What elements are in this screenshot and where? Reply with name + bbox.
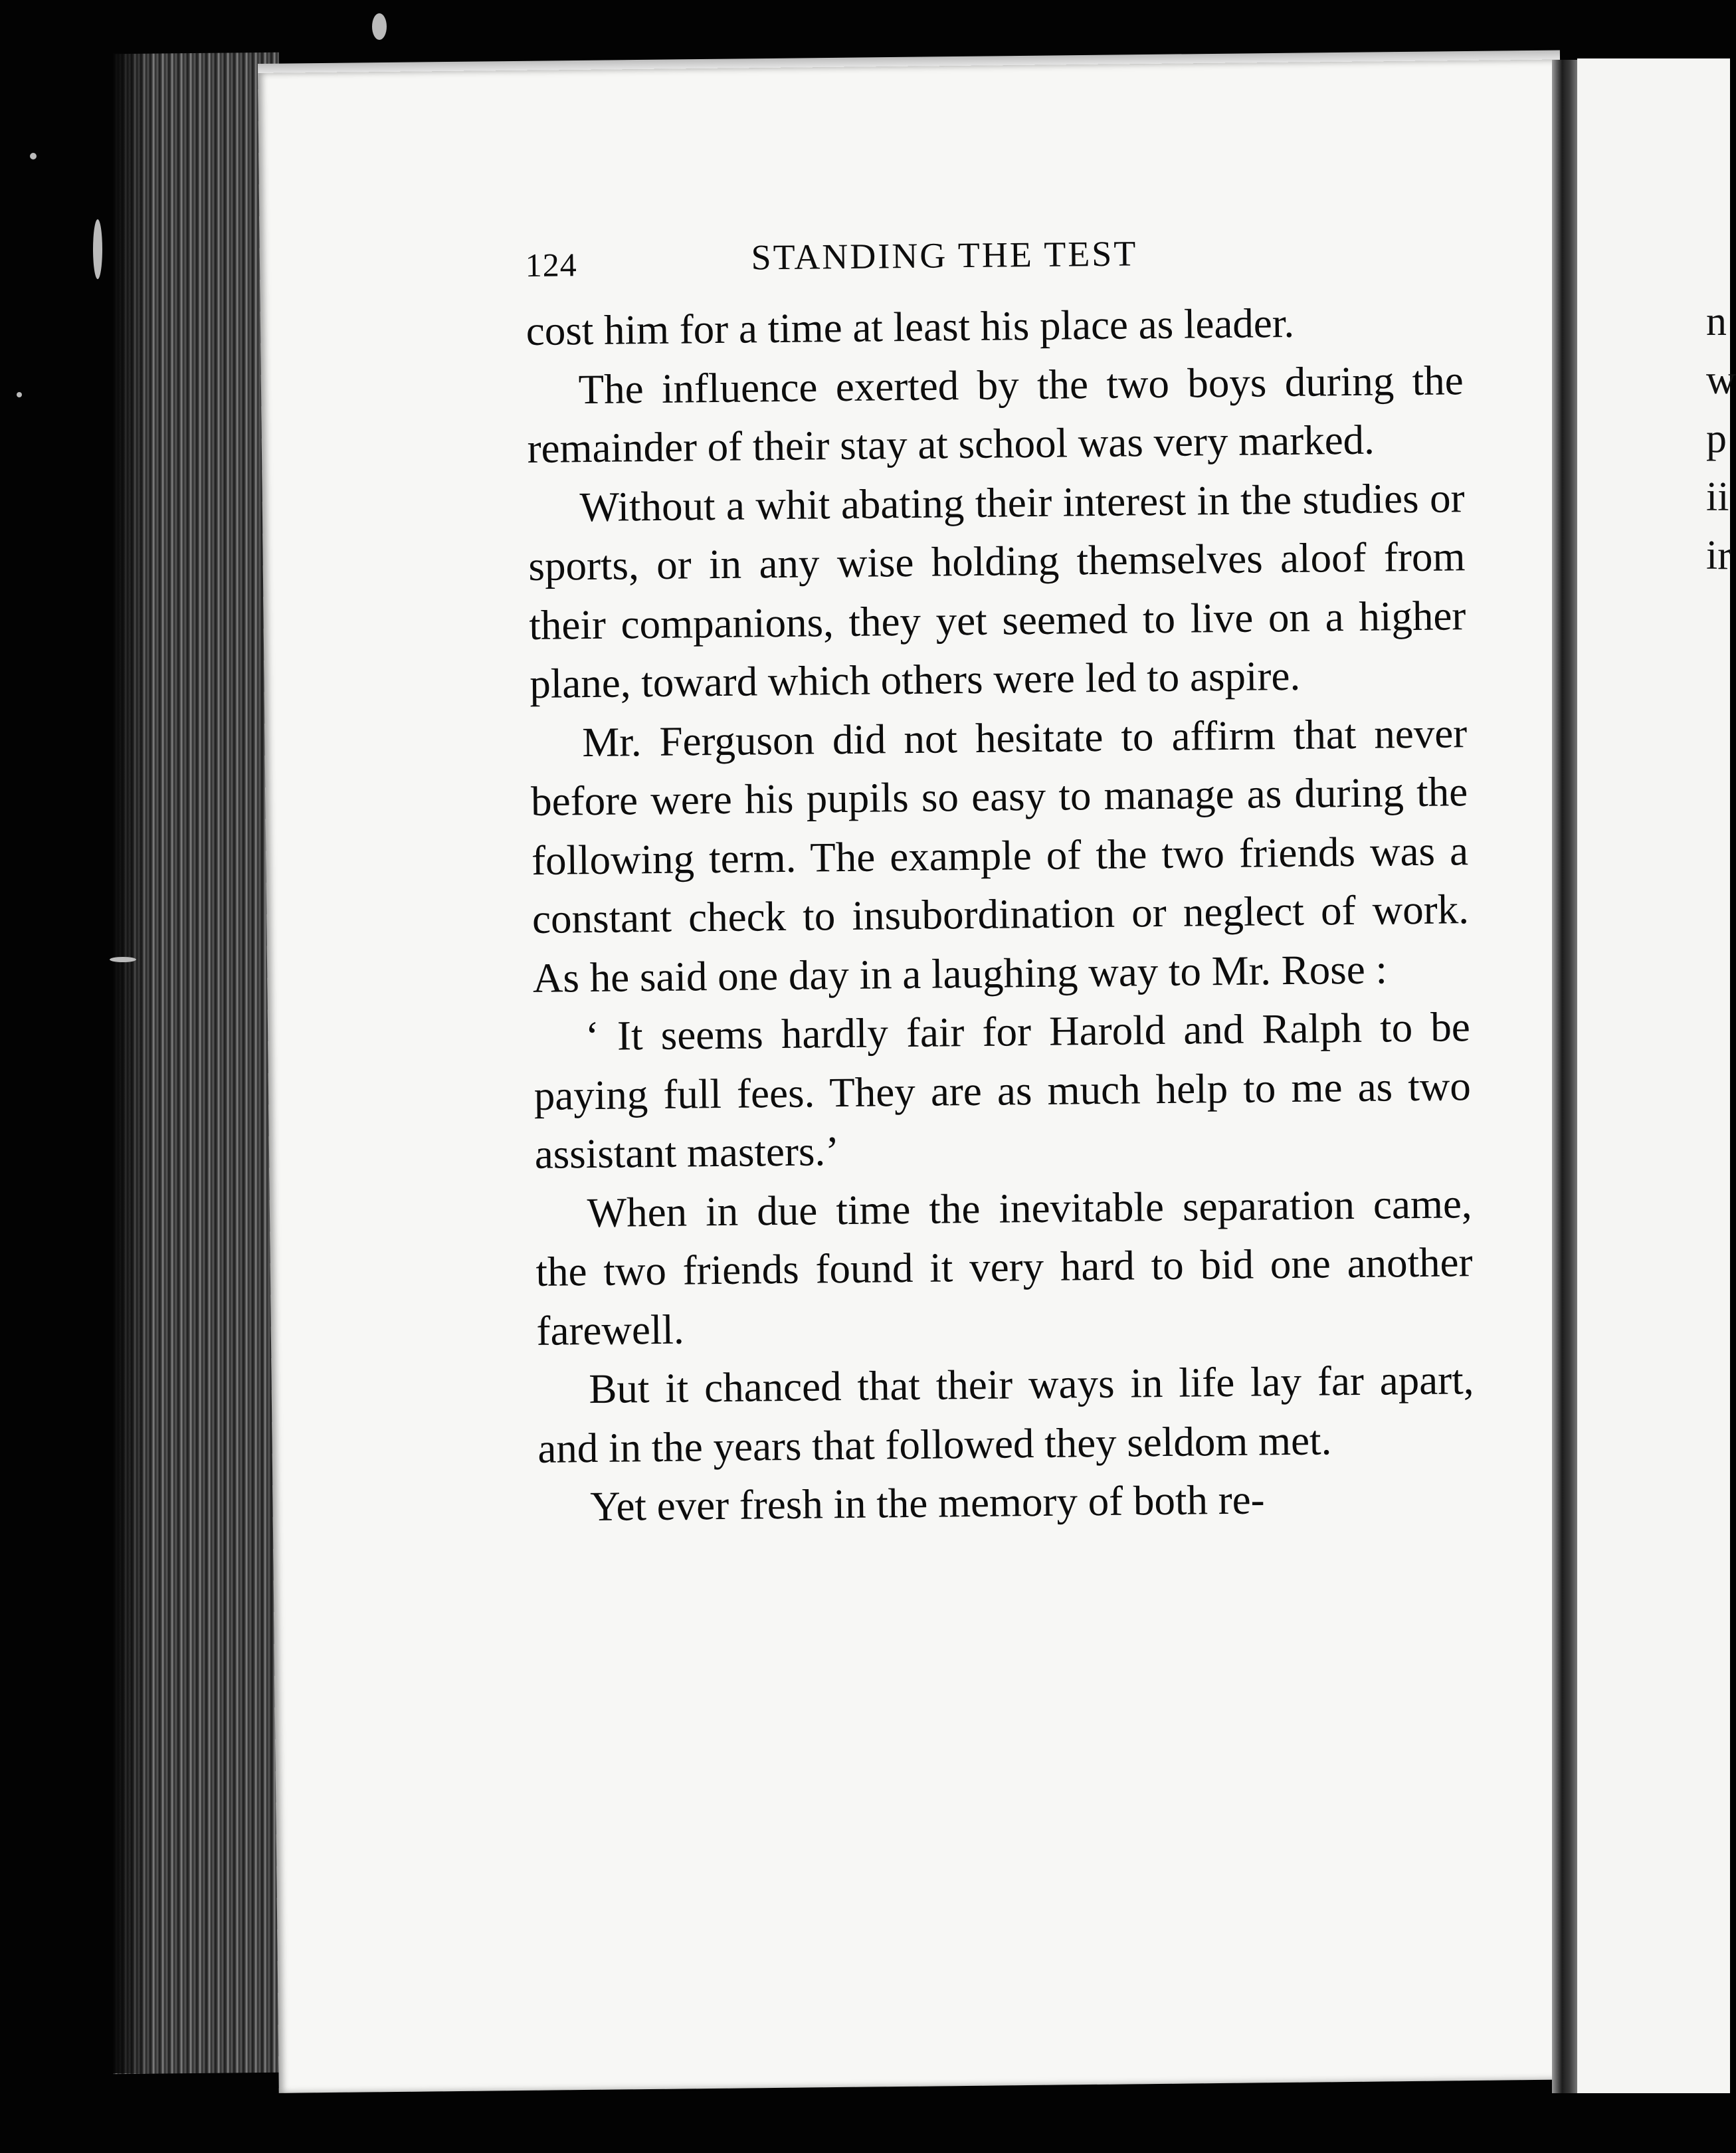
facing-fragment: p [1706, 416, 1727, 461]
paragraph: The influence exerted by the two boys during the remainder of their stay at school was very marked. [527, 356, 1464, 472]
paragraph: When in due time the inevitable separation came, the two friends found it very hard to bid one another farewell. [535, 1179, 1473, 1354]
facing-fragment: w [1706, 358, 1736, 403]
paragraph: Yet ever fresh in the memory of both re- [589, 1476, 1265, 1530]
facing-fragment: ir [1706, 533, 1731, 578]
body-text [526, 292, 1475, 1536]
paragraph: cost him for a time at least his place as leader. [526, 299, 1295, 354]
facing-fragment: ii [1706, 474, 1729, 520]
scan-speck [17, 392, 22, 397]
scan-speck [372, 13, 387, 40]
scan-speck [93, 219, 102, 279]
running-head [525, 209, 1462, 292]
fore-edge-shadow [113, 53, 153, 2073]
page-text-block [525, 209, 1476, 1536]
paragraph: Mr. Ferguson did not hesitate to affirm that never before were his pupils so easy to manage as during the following term. The example of the two friends was a constant check to insubordination or neglect of work. As he said one day in a laughing way to Mr. Rose : [530, 709, 1470, 1001]
facing-page-fragments [1706, 292, 1736, 585]
facing-fragment: n [1706, 299, 1727, 344]
paragraph: But it chanced that their ways in life lay far apart, and in the years that followed they seldom met. [537, 1356, 1474, 1472]
scan-speck [30, 153, 37, 159]
book-gutter [1552, 60, 1577, 2093]
running-title: STANDING THE TEST [751, 233, 1138, 278]
paragraph: Without a whit abating their interest in the studies or sports, or in any wise holding themselves aloof from their companions, they yet seemed to live on a higher plane, toward which others were led to aspire. [528, 474, 1466, 707]
page-number: 124 [525, 246, 578, 284]
paragraph: ‘ It seems hardly fair for Harold and Ralph to be paying full fees. They are as much help to me as two assistant masters.’ [533, 1003, 1472, 1178]
scan-speck [110, 957, 136, 962]
